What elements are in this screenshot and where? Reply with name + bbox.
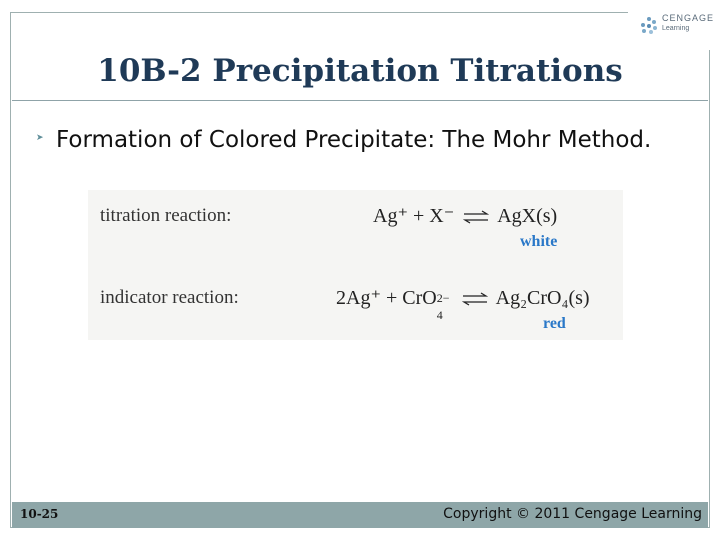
equilibrium-arrows-icon <box>462 292 488 306</box>
chromate-subscript: 4 <box>436 308 443 322</box>
footer-bar <box>12 502 708 528</box>
slide-title: 10B-2 Precipitation Titrations <box>97 53 623 89</box>
indicator-equation <box>336 285 590 322</box>
indicator-label: indicator reaction: <box>100 287 239 308</box>
titration-reactants: Ag⁺ + X⁻ <box>373 205 455 227</box>
logo-dots-icon <box>639 16 659 36</box>
titration-product: AgX(s) <box>497 205 558 227</box>
indicator-reactants: 2Ag⁺ + CrO <box>336 287 437 309</box>
title-divider <box>12 100 708 101</box>
bullet-icon: ➤ <box>36 132 44 142</box>
equation-figure <box>88 190 623 340</box>
bullet-text: Formation of Colored Precipitate: The Mohr Method. <box>56 127 652 153</box>
titration-color-label: white <box>520 233 558 250</box>
copyright-text: Copyright © 2011 Cengage Learning <box>443 506 702 522</box>
chromate-charge: 2− <box>436 291 450 305</box>
titration-equation <box>373 203 557 228</box>
logo-subtext: Learning <box>662 25 690 32</box>
cengage-logo <box>628 8 715 50</box>
indicator-color-label: red <box>543 315 566 332</box>
equilibrium-arrows-icon <box>463 210 489 224</box>
slide-number: 10-25 <box>20 507 59 521</box>
indicator-product: Ag₂CrO₄(s) <box>495 287 590 309</box>
titration-label: titration reaction: <box>100 205 232 226</box>
logo-text: CENGAGE <box>662 13 715 23</box>
